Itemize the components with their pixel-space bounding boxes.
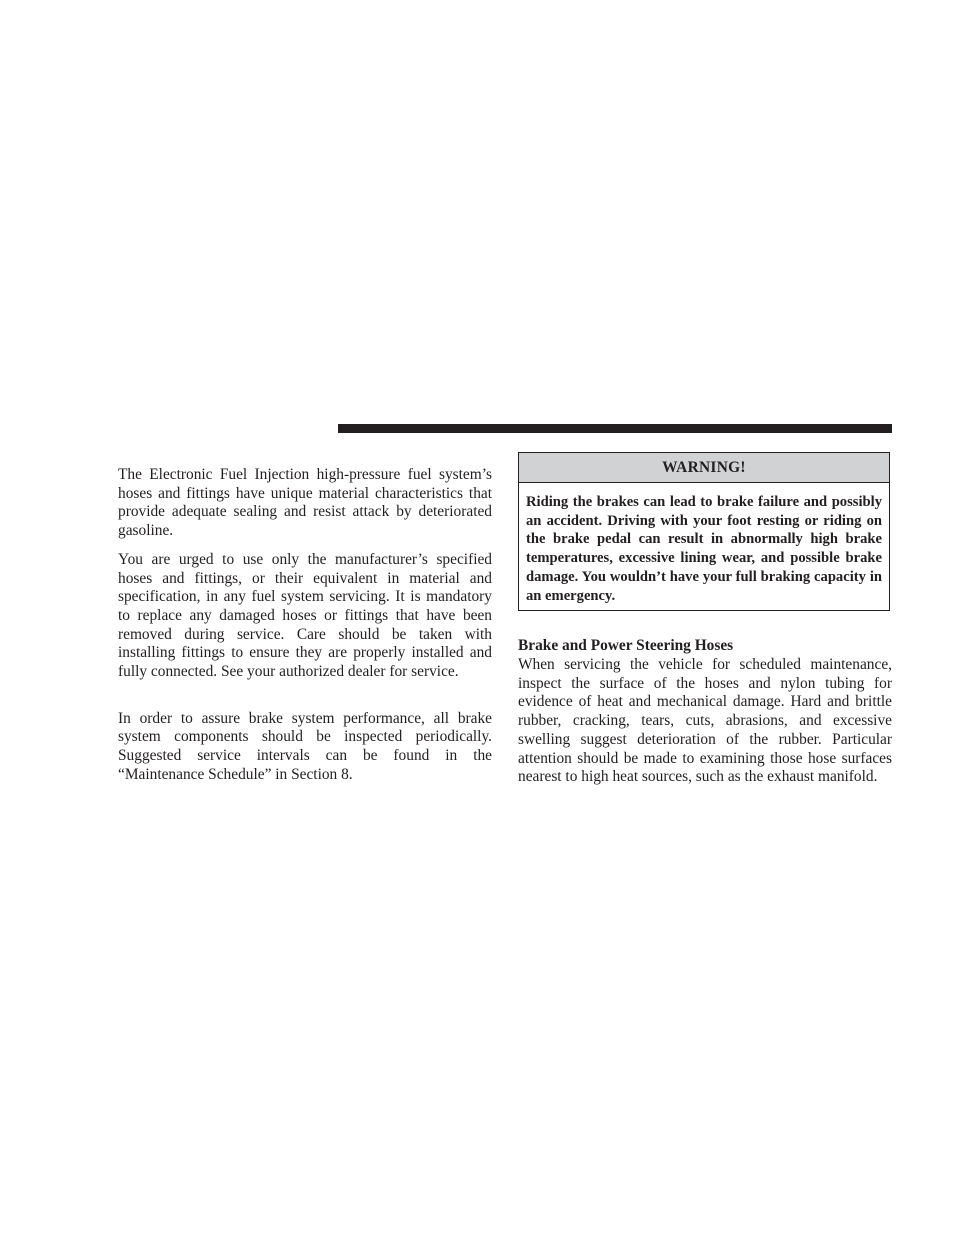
fuel-fittings-paragraph: You are urged to use only the manufacturer’s specified hoses and fittings, or their equivalent in material and specification, in any fuel system servicing. It is mandatory to replace any damaged hoses or fittings that have been removed during service. Care should be taken with installing fittings to ensure they are properly installed and fully connected. See your authorized dealer for service. — [118, 550, 492, 681]
brake-hoses-paragraph: When servicing the vehicle for scheduled maintenance, inspect the surface of the hoses and nylon tubing for evidence of heat and mechanical damage. Hard and brittle rubber, cracking, tears, cuts, abrasions, and excessive swelling suggest deterioration of the rubber. Particular attention should be made to examining those hose surfaces nearest to high heat sources, such as the exhaust manifold. — [518, 656, 892, 786]
warning-title: WARNING! — [519, 453, 889, 483]
warning-text: Riding the brakes can lead to brake failure and possibly an accident. Driving with your foot resting or riding on the brake pedal can result in abnormally high brake temperatures, excessive lining wear, and possible brake damage. You wouldn’t have your full braking capacity in an emergency. — [526, 494, 882, 604]
brake-hoses-heading: Brake and Power Steering Hoses — [518, 637, 734, 654]
left-column — [118, 466, 492, 785]
brake-system-paragraph: In order to assure brake system performance, all brake system components should be inspected periodically. Suggested service intervals can be found in the “Maintenance Schedule” in Section 8. — [118, 709, 492, 783]
section-header-rule — [338, 424, 892, 433]
fuel-hoses-paragraph: The Electronic Fuel Injection high-pressure fuel system’s hoses and fittings have unique material characteristics that provide adequate sealing and resist attack by deteriorated gasoline. — [118, 466, 492, 540]
warning-box — [518, 452, 890, 611]
right-column — [518, 656, 892, 787]
